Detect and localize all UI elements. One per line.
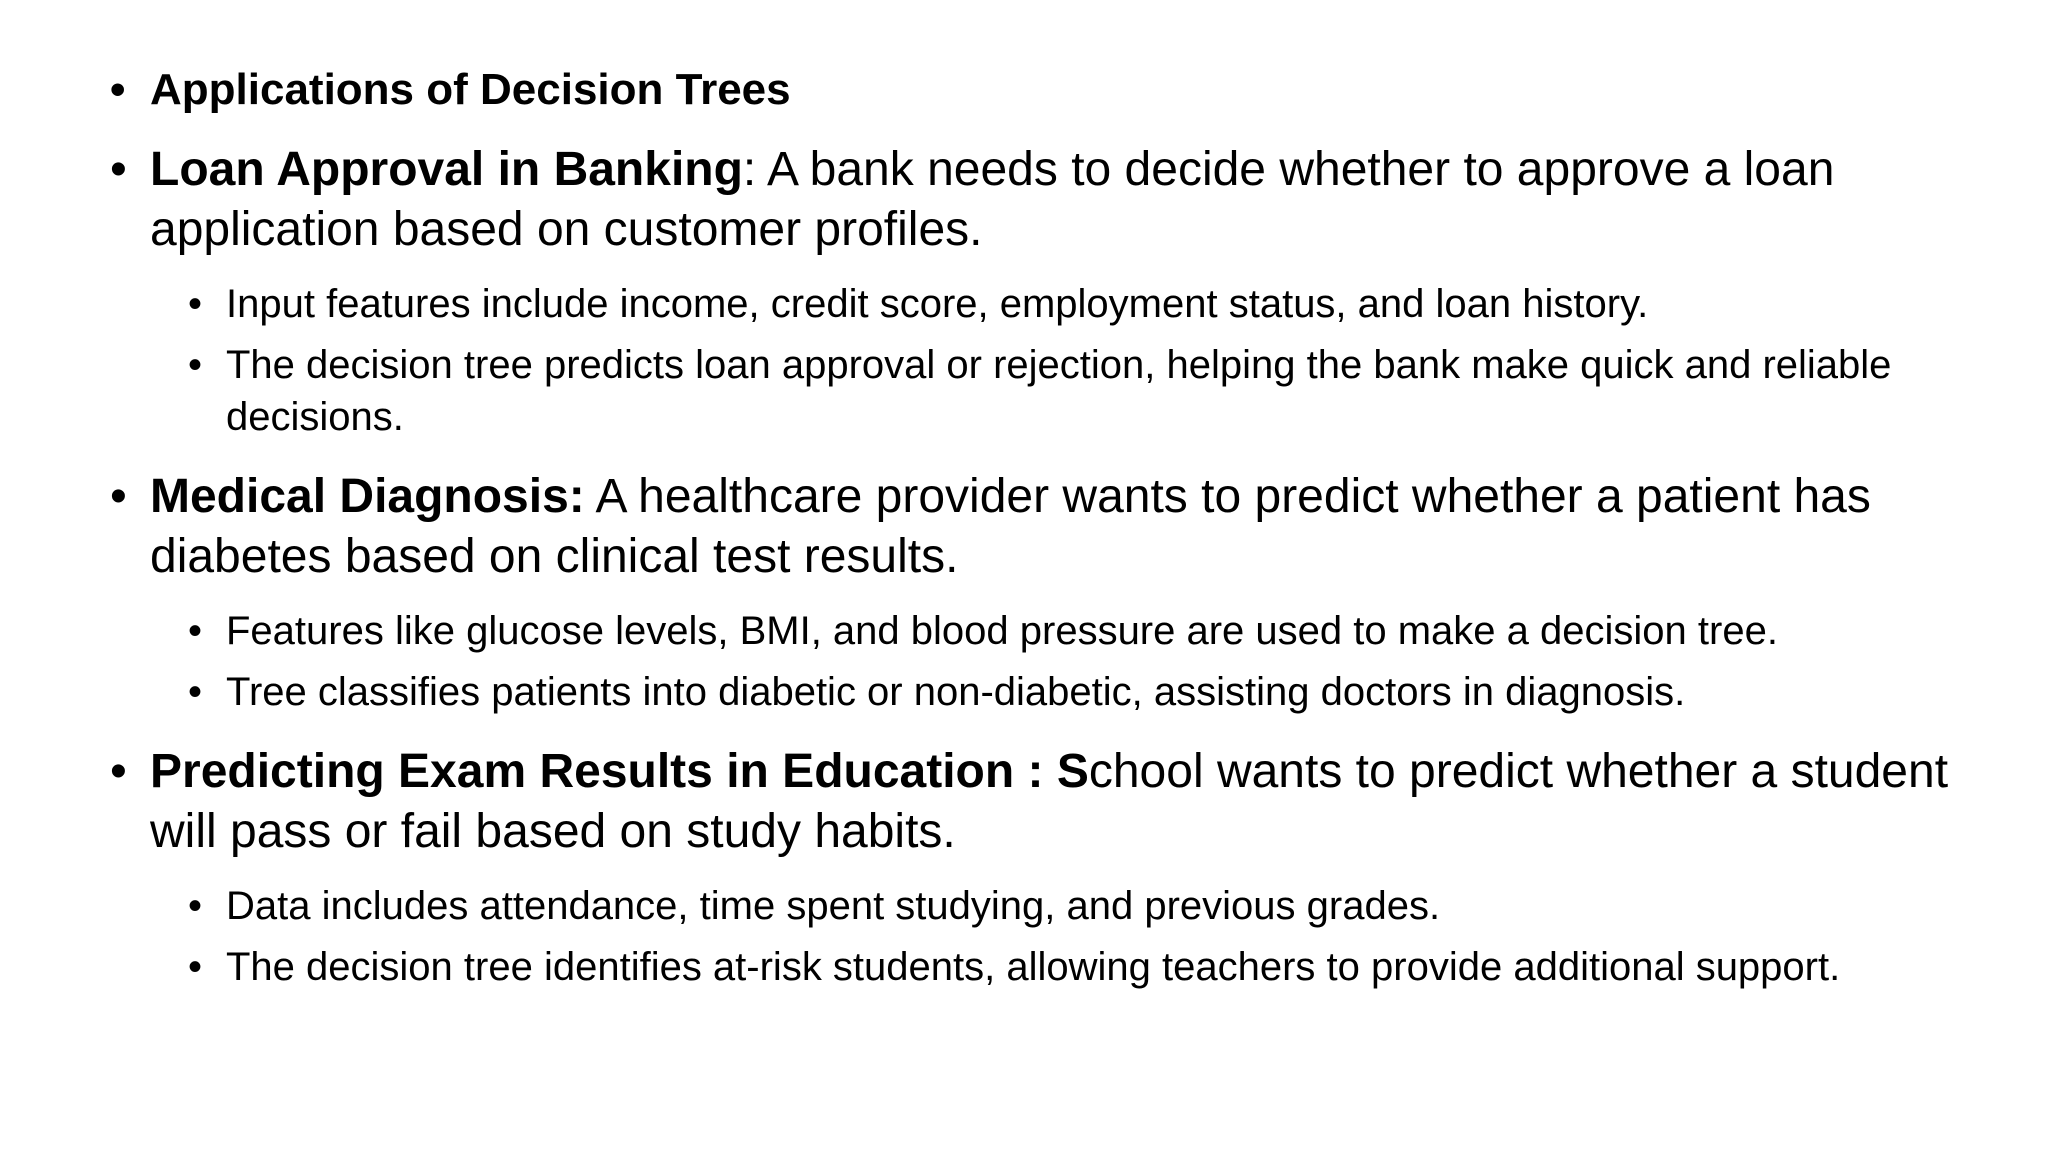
slide-title-text: Applications of Decision Trees — [150, 65, 791, 114]
sub-item — [188, 941, 1950, 993]
sub-item-text: Input features include income, credit score, employment status, and loan history. — [226, 282, 1649, 326]
sub-item-text: Features like glucose levels, BMI, and blood pressure are used to make a decision tree. — [226, 609, 1778, 653]
bullet-icon: • — [110, 65, 126, 114]
section-loan-approval — [110, 140, 1950, 260]
bullet-icon: • — [110, 745, 127, 798]
bullet-icon: • — [110, 143, 127, 196]
bullet-icon: • — [110, 470, 127, 523]
bullet-icon: • — [188, 282, 203, 326]
slide-title — [110, 60, 1950, 120]
bullet-list — [110, 60, 1950, 1017]
bullet-icon: • — [188, 945, 203, 989]
section-heading: Predicting Exam Results in Education : S — [150, 745, 1089, 798]
sub-item — [188, 278, 1950, 330]
section-text: A healthcare provider wants to predict whether a patient has diabetes based on clinical test results. — [150, 470, 1871, 583]
bullet-icon: • — [188, 884, 203, 928]
sub-item-text: Data includes attendance, time spent studying, and previous grades. — [226, 884, 1441, 928]
section-exam-results — [110, 742, 1950, 862]
section-text: : A bank needs to decide whether to approve a loan application based on customer profiles. — [150, 143, 1835, 256]
sub-item — [188, 605, 1950, 657]
sub-item — [188, 339, 1950, 443]
sub-item-text: The decision tree predicts loan approval or rejection, helping the bank make quick and reliable decisions. — [226, 343, 1892, 439]
section-heading: Loan Approval in Banking — [150, 143, 743, 196]
sub-item-text: The decision tree identifies at-risk students, allowing teachers to provide additional support. — [226, 945, 1841, 989]
section-heading: Medical Diagnosis: — [150, 470, 585, 523]
bullet-icon: • — [188, 670, 203, 714]
sub-item-text: Tree classifies patients into diabetic or non-diabetic, assisting doctors in diagnosis. — [226, 670, 1686, 714]
bullet-icon: • — [188, 343, 203, 387]
sub-item — [188, 666, 1950, 718]
section-medical-diagnosis — [110, 467, 1950, 587]
section-text: chool wants to predict whether a student will pass or fail based on study habits. — [150, 745, 1949, 858]
bullet-icon: • — [188, 609, 203, 653]
sub-item — [188, 880, 1950, 932]
